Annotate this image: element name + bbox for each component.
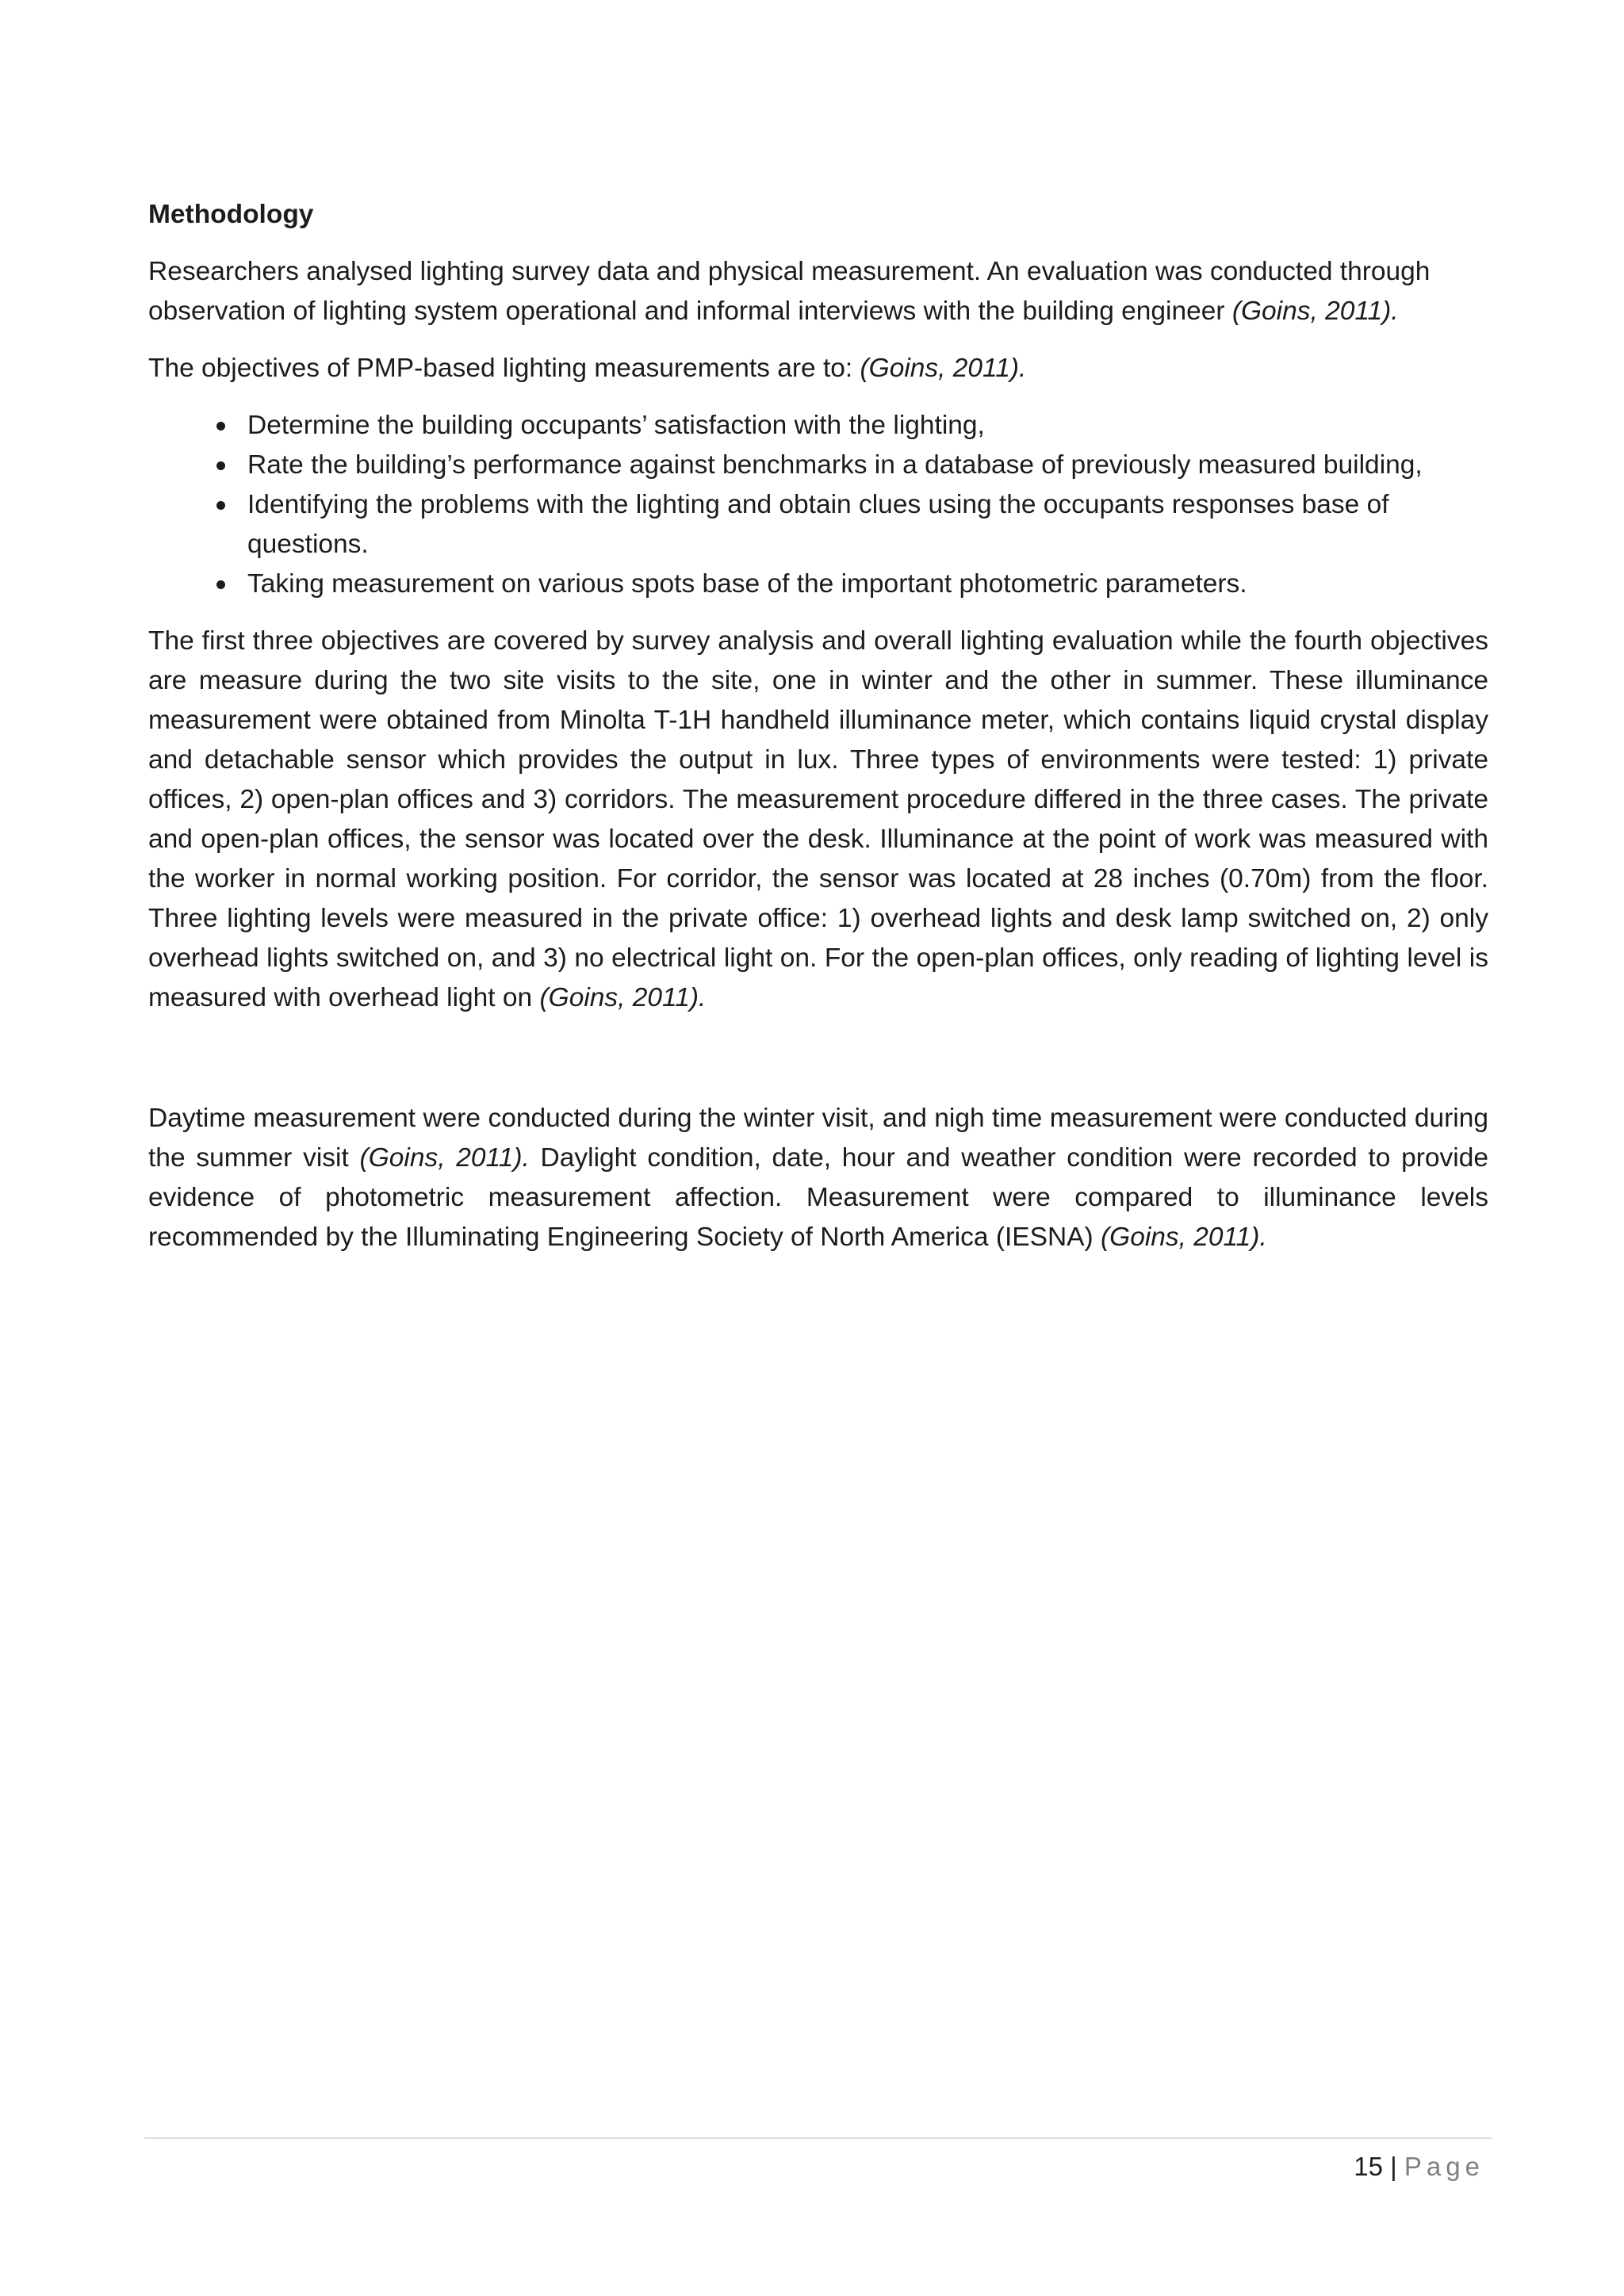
bullet-icon (216, 461, 225, 470)
paragraph-procedure (148, 622, 1488, 1018)
list-item-text: Taking measurement on various spots base of the important photometric parameters. (247, 569, 1247, 599)
paragraph-text: The objectives of PMP-based lighting measurements are to: (148, 354, 860, 383)
section-heading: Methodology (148, 200, 314, 229)
footer-separator: | (1390, 2152, 1397, 2181)
objectives-list (148, 406, 1488, 604)
paragraph-text: Daylight condition, date, hour and weather condition were recorded to provide evidence of photometric measurement affection. Measurement were compared to illuminance levels recommended by the Illuminating Engineering Society of North America (IESNA) (148, 1143, 1488, 1252)
citation: (Goins, 2011). (1100, 1223, 1267, 1252)
list-item-text: Identifying the problems with the lighting and obtain clues using the occupants responses base of questions. (247, 490, 1389, 559)
list-item (148, 564, 1488, 604)
list-item-text: Determine the building occupants’ satisfaction with the lighting, (247, 411, 985, 440)
list-item (148, 406, 1488, 446)
bullet-icon (216, 501, 225, 510)
paragraph-researchers (148, 252, 1488, 331)
paragraph-objectives-intro (148, 349, 1488, 388)
page-content (148, 195, 1488, 1275)
citation: (Goins, 2011). (539, 983, 707, 1012)
bullet-icon (216, 422, 225, 430)
citation: (Goins, 2011). (1231, 297, 1399, 326)
page-number: 15 (1354, 2152, 1383, 2181)
paragraph-text: Daytime measurement were conducted during the winter visit, and nigh time measurement were conducted during the summer visit (148, 1104, 1488, 1173)
page-label: Page (1404, 2152, 1484, 2181)
citation: (Goins, 2011). (860, 354, 1027, 383)
list-item-text: Rate the building’s performance against benchmarks in a database of previously measured building, (247, 450, 1423, 480)
paragraph-daytime (148, 1099, 1488, 1257)
paragraph-spacer (148, 1035, 1488, 1099)
footer-divider (144, 2137, 1492, 2139)
list-item (148, 446, 1488, 485)
bullet-icon (216, 580, 225, 589)
citation: (Goins, 2011). (359, 1143, 530, 1173)
list-item (148, 485, 1488, 564)
paragraph-text: The first three objectives are covered by survey analysis and overall lighting evaluation while the fourth objectives are measure during the two site visits to the site, one in winter and the other in summer. These illuminance measurement were obtained from Minolta T-1H handheld illuminance meter, which contains liquid crystal display and detachable sensor which provides the output in lux. Three types of environments were tested: 1) private offices, 2) open-plan offices and 3) corridors. The measurement procedure differed in the three cases. The private and open-plan offices, the sensor was located over the desk. Illuminance at the point of work was measured with the worker in normal working position. For corridor, the sensor was located at 28 inches (0.70m) from the floor. Three lighting levels were measured in the private office: 1) overhead lights and desk lamp switched on, 2) only overhead lights switched on, and 3) no electrical light on. For the open-plan offices, only reading of lighting level is measured with overhead light on (148, 626, 1488, 1012)
page-footer (1354, 2147, 1484, 2187)
paragraph-text: Researchers analysed lighting survey data and physical measurement. An evaluation was conducted through observation of lighting system operational and informal interviews with the building engineer (148, 257, 1431, 326)
